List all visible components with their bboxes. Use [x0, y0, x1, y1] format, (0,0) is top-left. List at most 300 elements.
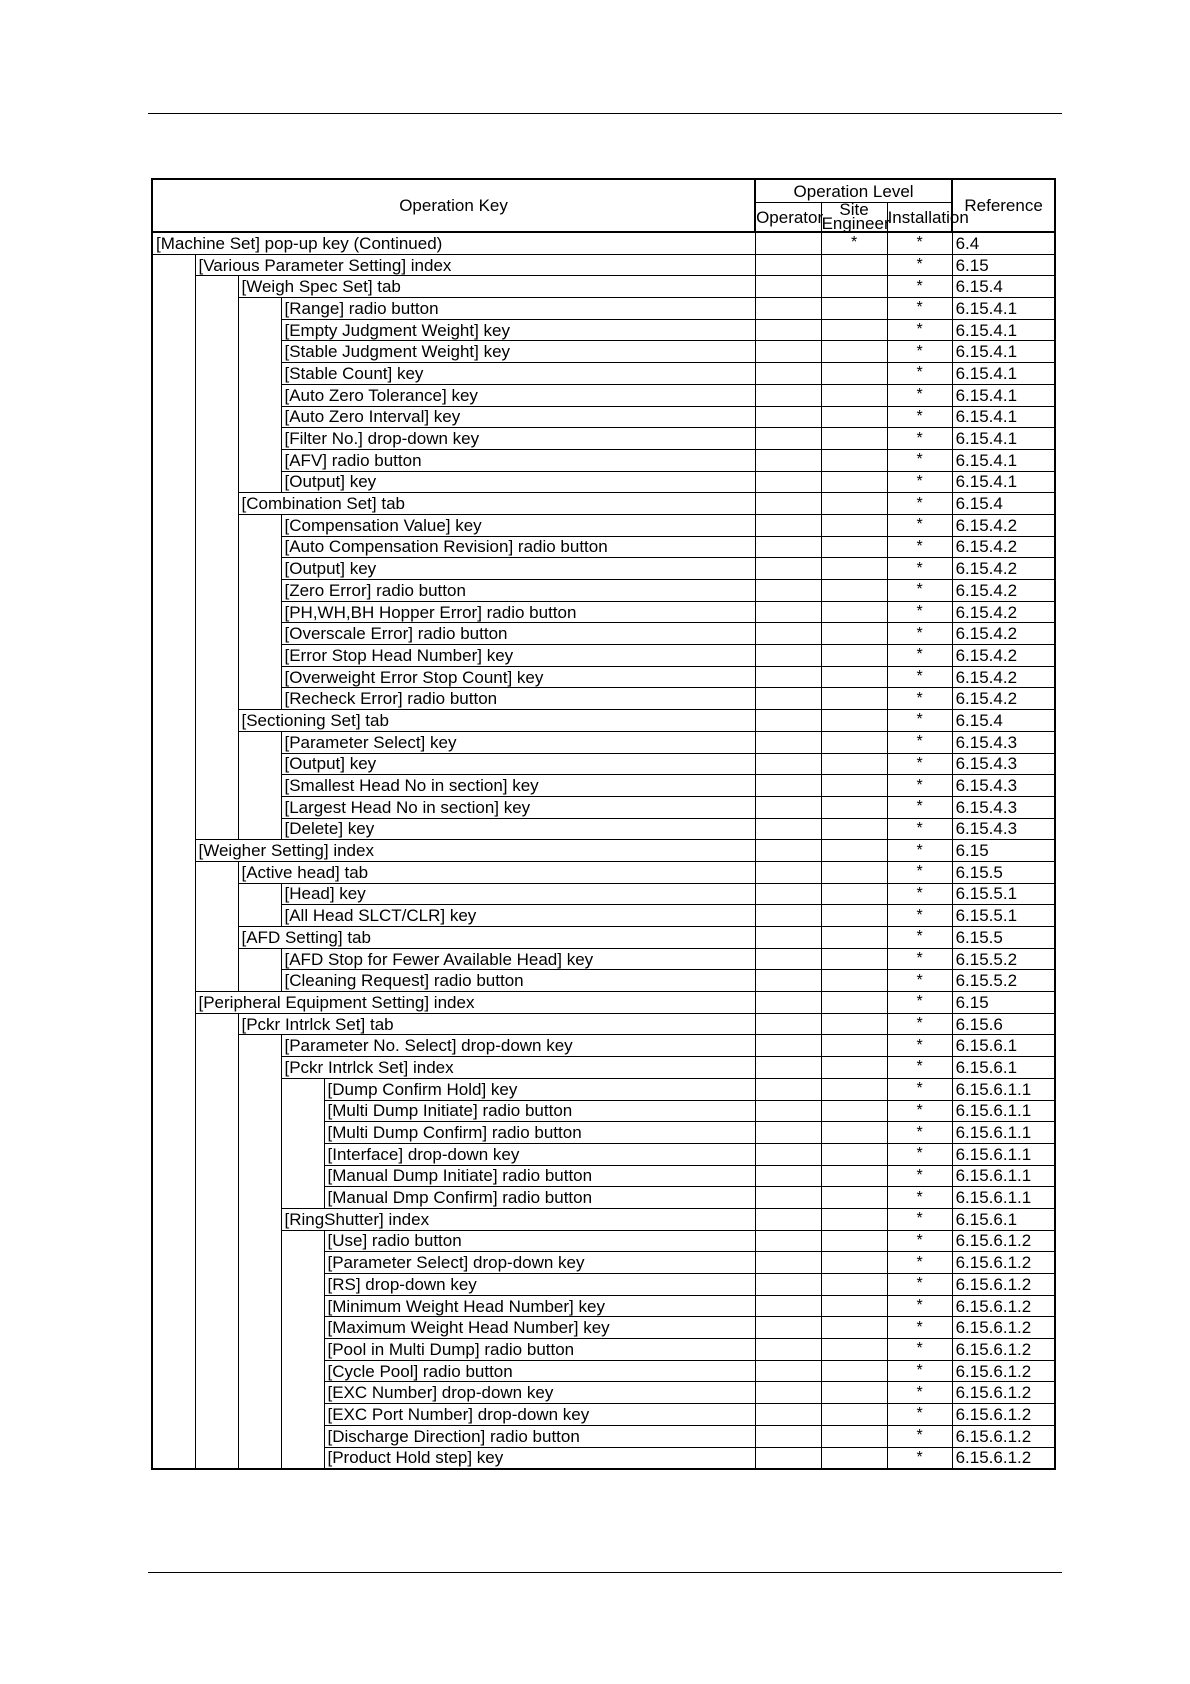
indent-cell	[152, 428, 195, 450]
indent-cell	[195, 1274, 238, 1296]
level-mark: *	[916, 646, 923, 664]
indent-cell	[152, 1035, 195, 1057]
operation-key-cell: [Compensation Value] key	[281, 514, 755, 536]
indent-cell	[281, 1143, 324, 1165]
operation-key-cell: [AFD Setting] tab	[238, 927, 755, 949]
indent-cell	[195, 471, 238, 493]
operator-cell	[755, 1252, 821, 1274]
site-engineer-cell	[821, 840, 887, 862]
level-mark: *	[916, 1166, 923, 1184]
operator-cell	[755, 493, 821, 515]
operation-key-cell: [Multi Dump Initiate] radio button	[324, 1100, 755, 1122]
installation-cell	[887, 449, 952, 471]
site-engineer-cell	[821, 493, 887, 515]
indent-cell	[152, 363, 195, 385]
indent-cell	[152, 406, 195, 428]
reference-cell: 6.15.4.2	[952, 623, 1055, 645]
table-row	[152, 775, 1055, 797]
installation-cell	[887, 645, 952, 667]
indent-cell	[152, 796, 195, 818]
table-row	[152, 1187, 1055, 1209]
indent-cell	[238, 601, 281, 623]
reference-cell: 6.15.4.1	[952, 471, 1055, 493]
table-row	[152, 493, 1055, 515]
installation-cell	[887, 276, 952, 298]
indent-cell	[195, 753, 238, 775]
site-engineer-cell	[821, 1274, 887, 1296]
indent-cell	[238, 775, 281, 797]
level-mark: *	[916, 321, 923, 339]
level-mark: *	[916, 472, 923, 490]
table-row	[152, 927, 1055, 949]
indent-cell	[152, 341, 195, 363]
indent-cell	[238, 753, 281, 775]
table-row	[152, 905, 1055, 927]
reference-cell: 6.15.5.1	[952, 883, 1055, 905]
operator-cell	[755, 1295, 821, 1317]
reference-cell: 6.15.4.2	[952, 666, 1055, 688]
indent-cell	[238, 1339, 281, 1361]
indent-cell	[195, 775, 238, 797]
site-engineer-cell	[821, 601, 887, 623]
site-engineer-cell	[821, 666, 887, 688]
indent-cell	[195, 428, 238, 450]
site-engineer-cell	[821, 1339, 887, 1361]
operation-key-cell: [Use] radio button	[324, 1230, 755, 1252]
table-row	[152, 319, 1055, 341]
operator-cell	[755, 992, 821, 1014]
indent-cell	[152, 514, 195, 536]
table-row	[152, 840, 1055, 862]
indent-cell	[238, 731, 281, 753]
indent-cell	[152, 1274, 195, 1296]
level-mark: *	[916, 1427, 923, 1445]
indent-cell	[281, 1122, 324, 1144]
indent-cell	[238, 666, 281, 688]
reference-cell: 6.15.4.2	[952, 580, 1055, 602]
site-engineer-cell	[821, 363, 887, 385]
site-engineer-cell	[821, 254, 887, 276]
reference-cell: 6.15.4.1	[952, 406, 1055, 428]
level-mark: *	[916, 342, 923, 360]
operator-cell	[755, 232, 821, 254]
table-row	[152, 1165, 1055, 1187]
operation-key-cell: [RS] drop-down key	[324, 1274, 755, 1296]
operator-cell	[755, 753, 821, 775]
installation-cell	[887, 341, 952, 363]
indent-cell	[152, 449, 195, 471]
reference-cell: 6.15.6.1.2	[952, 1252, 1055, 1274]
level-mark: *	[916, 884, 923, 902]
operation-key-cell: [Filter No.] drop-down key	[281, 428, 755, 450]
reference-cell: 6.15.6.1.2	[952, 1339, 1055, 1361]
indent-cell	[195, 1339, 238, 1361]
level-mark: *	[916, 256, 923, 274]
indent-cell	[195, 1295, 238, 1317]
operator-cell	[755, 1143, 821, 1165]
indent-cell	[238, 363, 281, 385]
indent-cell	[195, 1013, 238, 1035]
indent-cell	[195, 1035, 238, 1057]
indent-cell	[152, 1425, 195, 1447]
indent-cell	[238, 1404, 281, 1426]
indent-cell	[238, 319, 281, 341]
indent-cell	[152, 1339, 195, 1361]
indent-cell	[195, 384, 238, 406]
reference-cell: 6.15.4.1	[952, 341, 1055, 363]
level-mark: *	[916, 1058, 923, 1076]
installation-cell	[887, 818, 952, 840]
operator-cell	[755, 1165, 821, 1187]
operation-key-cell: [Range] radio button	[281, 298, 755, 320]
indent-cell	[238, 1274, 281, 1296]
indent-cell	[195, 319, 238, 341]
indent-cell	[152, 1187, 195, 1209]
indent-cell	[195, 1252, 238, 1274]
indent-cell	[195, 948, 238, 970]
level-mark: *	[916, 733, 923, 751]
indent-cell	[152, 623, 195, 645]
operation-key-cell: [Active head] tab	[238, 861, 755, 883]
operator-cell	[755, 363, 821, 385]
indent-cell	[281, 1252, 324, 1274]
table-row	[152, 428, 1055, 450]
reference-cell: 6.15.4.3	[952, 818, 1055, 840]
indent-cell	[238, 1208, 281, 1230]
installation-cell	[887, 471, 952, 493]
indent-cell	[195, 796, 238, 818]
table-row	[152, 363, 1055, 385]
indent-cell	[195, 601, 238, 623]
installation-cell	[887, 1230, 952, 1252]
indent-cell	[152, 1078, 195, 1100]
operation-key-cell: [Various Parameter Setting] index	[195, 254, 755, 276]
operation-key-cell: [Recheck Error] radio button	[281, 688, 755, 710]
installation-cell	[887, 1425, 952, 1447]
installation-cell	[887, 232, 952, 254]
level-mark: *	[916, 1253, 923, 1271]
indent-cell	[281, 1165, 324, 1187]
reference-cell: 6.15.6.1.2	[952, 1317, 1055, 1339]
indent-cell	[195, 276, 238, 298]
indent-cell	[152, 1165, 195, 1187]
site-engineer-cell	[821, 232, 887, 254]
site-engineer-cell	[821, 1230, 887, 1252]
site-engineer-cell	[821, 558, 887, 580]
table-row	[152, 536, 1055, 558]
reference-cell: 6.4	[952, 232, 1055, 254]
operator-cell	[755, 1035, 821, 1057]
table-row	[152, 341, 1055, 363]
operator-cell	[755, 1122, 821, 1144]
level-mark: *	[916, 1123, 923, 1141]
level-mark: *	[916, 668, 923, 686]
operator-cell	[755, 558, 821, 580]
operation-key-cell: [Pool in Multi Dump] radio button	[324, 1339, 755, 1361]
installation-cell	[887, 753, 952, 775]
installation-cell	[887, 1382, 952, 1404]
indent-cell	[238, 1252, 281, 1274]
indent-cell	[281, 1295, 324, 1317]
operator-cell	[755, 883, 821, 905]
operation-key-cell: [Zero Error] radio button	[281, 580, 755, 602]
operation-key-cell: [Cleaning Request] radio button	[281, 970, 755, 992]
table-row	[152, 1360, 1055, 1382]
level-mark: *	[916, 407, 923, 425]
reference-cell: 6.15.4.2	[952, 536, 1055, 558]
operation-key-cell: [Overweight Error Stop Count] key	[281, 666, 755, 688]
level-mark: *	[916, 993, 923, 1011]
level-mark: *	[916, 950, 923, 968]
indent-cell	[152, 927, 195, 949]
operation-key-cell: [Stable Judgment Weight] key	[281, 341, 755, 363]
indent-cell	[195, 666, 238, 688]
site-engineer-header: Site Engineer	[821, 200, 890, 233]
table-row	[152, 948, 1055, 970]
operator-cell	[755, 1230, 821, 1252]
table-row	[152, 1143, 1055, 1165]
table-row	[152, 688, 1055, 710]
reference-cell: 6.15	[952, 992, 1055, 1014]
reference-cell: 6.15	[952, 254, 1055, 276]
level-mark: *	[916, 798, 923, 816]
indent-cell	[195, 1143, 238, 1165]
table-row	[152, 1035, 1055, 1057]
operation-key-cell: [Auto Compensation Revision] radio button	[281, 536, 755, 558]
table-row	[152, 384, 1055, 406]
operation-key-cell: [Stable Count] key	[281, 363, 755, 385]
reference-cell: 6.15.6.1.2	[952, 1447, 1055, 1469]
site-engineer-cell	[821, 319, 887, 341]
level-mark: *	[916, 1101, 923, 1119]
table-row	[152, 731, 1055, 753]
reference-cell: 6.15.6.1.1	[952, 1078, 1055, 1100]
indent-cell	[238, 1035, 281, 1057]
indent-cell	[238, 796, 281, 818]
level-mark: *	[916, 689, 923, 707]
indent-cell	[238, 623, 281, 645]
operator-cell	[755, 775, 821, 797]
installation-cell	[887, 840, 952, 862]
indent-cell	[195, 1208, 238, 1230]
installation-cell	[887, 623, 952, 645]
operation-key-cell: [Maximum Weight Head Number] key	[324, 1317, 755, 1339]
table-row	[152, 753, 1055, 775]
operation-level-table	[151, 178, 1056, 1470]
level-mark: *	[916, 299, 923, 317]
operator-cell	[755, 514, 821, 536]
site-engineer-cell	[821, 1382, 887, 1404]
reference-cell: 6.15.4	[952, 493, 1055, 515]
level-mark: *	[916, 1405, 923, 1423]
table-row	[152, 1100, 1055, 1122]
indent-cell	[238, 428, 281, 450]
table-row	[152, 471, 1055, 493]
installation-cell	[887, 1295, 952, 1317]
table-row	[152, 666, 1055, 688]
installation-cell	[887, 731, 952, 753]
operation-key-cell: [Multi Dump Confirm] radio button	[324, 1122, 755, 1144]
indent-cell	[281, 1317, 324, 1339]
operation-key-cell: [Auto Zero Tolerance] key	[281, 384, 755, 406]
indent-cell	[238, 580, 281, 602]
indent-cell	[152, 1295, 195, 1317]
installation-cell	[887, 710, 952, 732]
installation-cell	[887, 905, 952, 927]
operation-key-cell: [Error Stop Head Number] key	[281, 645, 755, 667]
operation-key-cell: [Parameter Select] drop-down key	[324, 1252, 755, 1274]
reference-cell: 6.15.5.1	[952, 905, 1055, 927]
indent-cell	[238, 384, 281, 406]
table-row	[152, 645, 1055, 667]
site-engineer-cell	[821, 992, 887, 1014]
level-mark: *	[916, 1015, 923, 1033]
installation-cell	[887, 1274, 952, 1296]
indent-cell	[281, 1339, 324, 1361]
indent-cell	[152, 1252, 195, 1274]
indent-cell	[195, 363, 238, 385]
installation-cell	[887, 1208, 952, 1230]
indent-cell	[152, 840, 195, 862]
table-row	[152, 1208, 1055, 1230]
reference-cell: 6.15.6.1	[952, 1057, 1055, 1079]
installation-cell	[887, 1035, 952, 1057]
level-mark: *	[916, 1383, 923, 1401]
site-engineer-cell	[821, 1013, 887, 1035]
indent-cell	[195, 818, 238, 840]
indent-cell	[238, 948, 281, 970]
indent-cell	[152, 645, 195, 667]
operator-cell	[755, 1360, 821, 1382]
operator-cell	[755, 254, 821, 276]
table-row	[152, 298, 1055, 320]
site-engineer-cell	[821, 1187, 887, 1209]
operator-cell	[755, 428, 821, 450]
site-engineer-cell	[821, 645, 887, 667]
installation-cell	[887, 796, 952, 818]
reference-cell: 6.15.4.3	[952, 753, 1055, 775]
installation-cell	[887, 1165, 952, 1187]
indent-cell	[152, 1230, 195, 1252]
indent-cell	[238, 1382, 281, 1404]
installation-cell	[887, 558, 952, 580]
reference-cell: 6.15.6.1.1	[952, 1165, 1055, 1187]
indent-cell	[195, 298, 238, 320]
indent-cell	[281, 1447, 324, 1469]
site-engineer-cell	[821, 1122, 887, 1144]
site-engineer-cell	[821, 536, 887, 558]
level-mark: *	[916, 1231, 923, 1249]
level-mark: *	[916, 277, 923, 295]
installation-cell	[887, 1143, 952, 1165]
indent-cell	[195, 1057, 238, 1079]
indent-cell	[195, 861, 238, 883]
operator-cell	[755, 1382, 821, 1404]
site-engineer-cell	[821, 406, 887, 428]
reference-cell: 6.15.4.3	[952, 775, 1055, 797]
operation-key-cell: [Minimum Weight Head Number] key	[324, 1295, 755, 1317]
indent-cell	[238, 1230, 281, 1252]
installation-cell	[887, 927, 952, 949]
indent-cell	[152, 1447, 195, 1469]
indent-cell	[152, 775, 195, 797]
indent-cell	[152, 254, 195, 276]
operator-cell	[755, 1274, 821, 1296]
reference-cell: 6.15.4.2	[952, 688, 1055, 710]
reference-cell: 6.15.6.1.1	[952, 1187, 1055, 1209]
level-mark: *	[916, 451, 923, 469]
operation-key-cell: [Output] key	[281, 753, 755, 775]
installation-cell	[887, 1187, 952, 1209]
operator-cell	[755, 905, 821, 927]
indent-cell	[238, 1100, 281, 1122]
indent-cell	[152, 601, 195, 623]
table-row	[152, 1274, 1055, 1296]
operator-cell	[755, 818, 821, 840]
indent-cell	[238, 298, 281, 320]
operator-cell	[755, 384, 821, 406]
level-mark: *	[916, 603, 923, 621]
level-mark: *	[916, 1275, 923, 1293]
indent-cell	[152, 905, 195, 927]
installation-cell	[887, 601, 952, 623]
operation-key-cell: [Cycle Pool] radio button	[324, 1360, 755, 1382]
installation-cell	[887, 1013, 952, 1035]
indent-cell	[238, 406, 281, 428]
indent-cell	[152, 1143, 195, 1165]
level-mark: *	[916, 1188, 923, 1206]
site-engineer-cell	[821, 731, 887, 753]
operation-key-cell: [Machine Set] pop-up key (Continued)	[152, 232, 755, 254]
indent-cell	[152, 298, 195, 320]
table-row	[152, 623, 1055, 645]
table-row	[152, 1057, 1055, 1079]
site-engineer-cell	[821, 514, 887, 536]
level-mark: *	[916, 841, 923, 859]
indent-cell	[152, 883, 195, 905]
installation-cell	[887, 688, 952, 710]
table-row	[152, 1122, 1055, 1144]
level-mark: *	[916, 581, 923, 599]
operation-key-cell: [Weigh Spec Set] tab	[238, 276, 755, 298]
indent-cell	[152, 1360, 195, 1382]
level-mark: *	[916, 429, 923, 447]
reference-cell: 6.15.6.1.1	[952, 1143, 1055, 1165]
indent-cell	[281, 1404, 324, 1426]
indent-cell	[152, 1057, 195, 1079]
installation-cell	[887, 428, 952, 450]
reference-cell: 6.15.6	[952, 1013, 1055, 1035]
site-engineer-cell	[821, 384, 887, 406]
installation-header: Installation	[887, 203, 952, 233]
site-engineer-cell	[821, 1057, 887, 1079]
operator-cell	[755, 688, 821, 710]
installation-cell	[887, 1404, 952, 1426]
operation-key-cell: [Pckr Intrlck Set] index	[281, 1057, 755, 1079]
indent-cell	[281, 1425, 324, 1447]
installation-cell	[887, 1252, 952, 1274]
table-row	[152, 818, 1055, 840]
installation-cell	[887, 1057, 952, 1079]
installation-cell	[887, 1100, 952, 1122]
table-row	[152, 601, 1055, 623]
reference-cell: 6.15.6.1.2	[952, 1360, 1055, 1382]
level-mark: *	[916, 1210, 923, 1228]
indent-cell	[238, 883, 281, 905]
level-mark: *	[916, 1318, 923, 1336]
indent-cell	[152, 384, 195, 406]
reference-cell: 6.15.4.1	[952, 428, 1055, 450]
